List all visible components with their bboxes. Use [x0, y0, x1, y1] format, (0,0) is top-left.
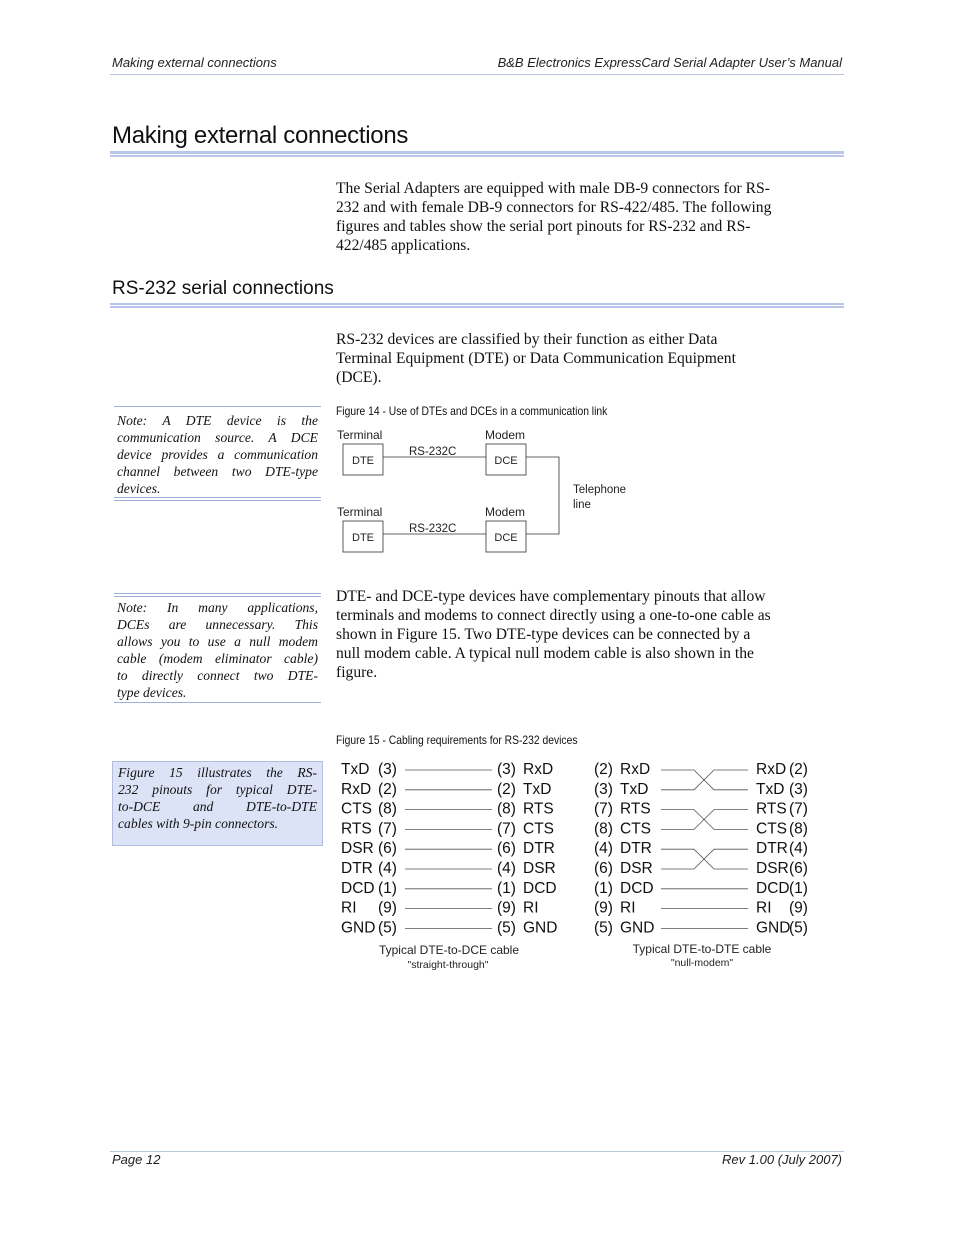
pin-number-label: (4)	[378, 860, 397, 877]
pin-signal-label: RTS	[523, 800, 554, 818]
pin-number-label: (2)	[594, 761, 613, 778]
null-modem-cross-wire	[661, 849, 748, 869]
note-line: devices.	[117, 481, 161, 496]
pin-number-label: (9)	[594, 899, 613, 917]
dte-label: DTE	[352, 455, 374, 467]
footer-left: Page 12	[112, 1152, 161, 1167]
running-header-right: B&B Electronics ExpressCard Serial Adapter User’s Manual	[497, 55, 842, 70]
note2-top-rule-2	[114, 596, 321, 597]
straight-through-cable	[341, 761, 557, 936]
pin-number-label: (2)	[378, 780, 397, 798]
pin-signal-label: GND	[523, 919, 558, 937]
note-line: cable (modem eliminator cable)	[117, 651, 318, 666]
pin-signal-label: GND	[620, 919, 655, 937]
pin-signal-label: RTS	[341, 820, 372, 838]
pin-signal-label: RI	[756, 899, 772, 917]
null-modem-cross-wire	[661, 770, 748, 790]
straight-caption-sub: "straight-through"	[407, 959, 489, 971]
pin-signal-label: TxD	[341, 761, 370, 778]
modem-label: Modem	[485, 505, 526, 519]
pin-number-label: (6)	[594, 860, 613, 877]
figure-15-callout	[112, 761, 323, 846]
callout-text	[118, 764, 317, 832]
pin-signal-label: DSR	[620, 860, 653, 877]
pin-signal-label: DTR	[523, 840, 555, 858]
null-modem-cross-wire	[661, 810, 748, 830]
pin-signal-label: RxD	[341, 780, 372, 798]
intro-line: 422/485 applications.	[336, 237, 471, 254]
callout-line: cables with 9-pin connectors.	[118, 816, 279, 831]
pin-number-label: (3)	[789, 780, 808, 798]
header-rule	[110, 74, 844, 75]
dce-label: DCE	[494, 455, 518, 467]
pin-number-label: (3)	[497, 761, 516, 778]
pin-signal-label: DCD	[341, 879, 375, 897]
pin-number-label: (6)	[789, 860, 808, 877]
pin-signal-label: CTS	[341, 800, 372, 818]
pin-number-label: (3)	[378, 761, 397, 778]
pinout-line: terminals and modems to connect directly using a one-to-one cable as	[336, 607, 771, 624]
pin-signal-label: TxD	[756, 780, 785, 798]
pin-number-label: (6)	[378, 840, 397, 858]
pin-signal-label: RxD	[756, 761, 787, 778]
rs232c-label: RS-232C	[409, 446, 457, 458]
pin-signal-label: DTR	[341, 860, 373, 877]
note-line: communication source. A DCE	[117, 430, 318, 445]
note-line: DCEs are unnecessary. This	[117, 617, 318, 632]
note2-top-rule	[114, 593, 321, 594]
telephone-label: Telephone	[573, 484, 627, 496]
callout-line: to-DCE and DTE-to-DTE	[118, 799, 317, 814]
pinout-paragraph	[336, 587, 771, 682]
pin-number-label: (1)	[594, 879, 613, 897]
note-line: allows you to use a null modem	[117, 634, 318, 649]
pin-signal-label: CTS	[620, 820, 651, 838]
pin-number-label: (7)	[497, 820, 516, 838]
pin-number-label: (9)	[378, 899, 397, 917]
note-line: Note: In many applications,	[117, 600, 318, 615]
subsection-title: RS-232 serial connections	[112, 278, 334, 299]
pin-signal-label: TxD	[620, 780, 649, 798]
pinout-line: shown in Figure 15. Two DTE-type devices can be connected by a	[336, 626, 751, 643]
figure-15-diagram	[330, 752, 830, 974]
pin-number-label: (9)	[497, 899, 516, 917]
pinout-line: DTE- and DCE-type devices have complementary pinouts that allow	[336, 588, 766, 605]
pin-number-label: (5)	[497, 919, 516, 937]
pin-signal-label: CTS	[756, 820, 787, 838]
pin-number-label: (9)	[789, 899, 808, 917]
pin-signal-label: DCD	[523, 879, 557, 897]
subsection-rule	[110, 303, 844, 308]
rs232c-label: RS-232C	[409, 523, 457, 535]
note1-bottom-rule-2	[114, 500, 321, 501]
pinout-line: figure.	[336, 664, 378, 681]
pinout-line: null modem cable. A typical null modem cable is also shown in the	[336, 645, 754, 662]
footer-right: Rev 1.00 (July 2007)	[722, 1152, 842, 1167]
pin-signal-label: DSR	[523, 860, 556, 877]
figure-14-diagram	[330, 424, 650, 558]
pin-number-label: (2)	[497, 780, 516, 798]
pin-number-label: (8)	[378, 800, 397, 818]
pin-number-label: (4)	[497, 860, 516, 877]
figure-14-caption: Figure 14 - Use of DTEs and DCEs in a communication link	[336, 404, 608, 418]
figure-15-caption: Figure 15 - Cabling requirements for RS-232 devices	[336, 733, 578, 747]
pin-signal-label: GND	[756, 919, 791, 937]
pin-signal-label: DSR	[756, 860, 789, 877]
pin-signal-label: DCD	[756, 879, 790, 897]
intro-line: 232 and with female DB-9 connectors for RS-422/485. The following	[336, 199, 772, 216]
note-null-modem	[117, 599, 318, 701]
callout-line: 232 pinouts for typical DTE-	[118, 782, 317, 797]
null-modem-cable	[594, 761, 808, 936]
pin-number-label: (3)	[594, 780, 613, 798]
pin-number-label: (2)	[789, 761, 808, 778]
pin-number-label: (5)	[378, 919, 397, 937]
pin-signal-label: RTS	[756, 800, 787, 818]
straight-caption: Typical DTE-to-DCE cable	[378, 943, 520, 957]
pin-number-label: (7)	[378, 820, 397, 838]
note-line: channel between two DTE-type	[117, 464, 318, 479]
intro-paragraph	[336, 179, 771, 255]
pin-signal-label: RxD	[523, 761, 554, 778]
pin-signal-label: RI	[341, 899, 357, 917]
pin-number-label: (6)	[497, 840, 516, 858]
intro-line: The Serial Adapters are equipped with male DB-9 connectors for RS-	[336, 180, 770, 197]
running-header-left: Making external connections	[112, 55, 277, 70]
note2-bottom-rule	[114, 702, 321, 703]
callout-line: Figure 15 illustrates the RS-	[118, 765, 317, 780]
dce-label: DCE	[494, 532, 518, 544]
note1-top-rule	[114, 406, 321, 407]
note-line: to directly connect two DTE-	[117, 668, 318, 683]
pin-number-label: (8)	[789, 820, 808, 838]
pin-signal-label: DCD	[620, 879, 654, 897]
rs232-line: Terminal Equipment (DTE) or Data Communication Equipment	[336, 350, 736, 367]
section-title: Making external connections	[112, 122, 409, 149]
pin-number-label: (5)	[789, 919, 808, 937]
note1-bottom-rule	[114, 497, 321, 498]
pin-number-label: (5)	[594, 919, 613, 937]
note-dte-dce	[117, 412, 318, 497]
pin-number-label: (4)	[594, 840, 613, 858]
note-line: type devices.	[117, 685, 187, 700]
dte-label: DTE	[352, 532, 374, 544]
rs232-line: RS-232 devices are classified by their function as either Data	[336, 331, 718, 348]
pin-number-label: (1)	[789, 879, 808, 897]
note-line: Note: A DTE device is the	[117, 413, 318, 428]
pin-number-label: (8)	[594, 820, 613, 838]
pin-signal-label: DTR	[756, 840, 788, 858]
telephone-line	[526, 457, 559, 534]
pin-signal-label: RI	[523, 899, 539, 917]
null-caption-sub: "null-modem"	[670, 957, 734, 969]
pin-signal-label: TxD	[523, 780, 552, 798]
pin-signal-label: RTS	[620, 800, 651, 818]
modem-label: Modem	[485, 428, 526, 442]
pin-signal-label: GND	[341, 919, 376, 937]
intro-line: figures and tables show the serial port pinouts for RS-232 and RS-	[336, 218, 751, 235]
pin-number-label: (8)	[497, 800, 516, 818]
terminal-label: Terminal	[337, 428, 383, 442]
note-line: device provides a communication	[117, 447, 318, 462]
pin-number-label: (1)	[497, 879, 516, 897]
pin-number-label: (4)	[789, 840, 808, 858]
section-title-rule	[110, 151, 844, 157]
pin-signal-label: RxD	[620, 761, 651, 778]
null-caption: Typical DTE-to-DTE cable	[632, 942, 772, 956]
pin-number-label: (7)	[789, 800, 808, 818]
pin-number-label: (1)	[378, 879, 397, 897]
terminal-label: Terminal	[337, 505, 383, 519]
telephone-label: line	[573, 499, 591, 511]
pin-number-label: (7)	[594, 800, 613, 818]
pin-signal-label: DSR	[341, 840, 374, 858]
pin-signal-label: CTS	[523, 820, 554, 838]
rs232-paragraph	[336, 330, 736, 387]
rs232-line: (DCE).	[336, 369, 382, 386]
pin-signal-label: DTR	[620, 840, 652, 858]
pin-signal-label: RI	[620, 899, 636, 917]
